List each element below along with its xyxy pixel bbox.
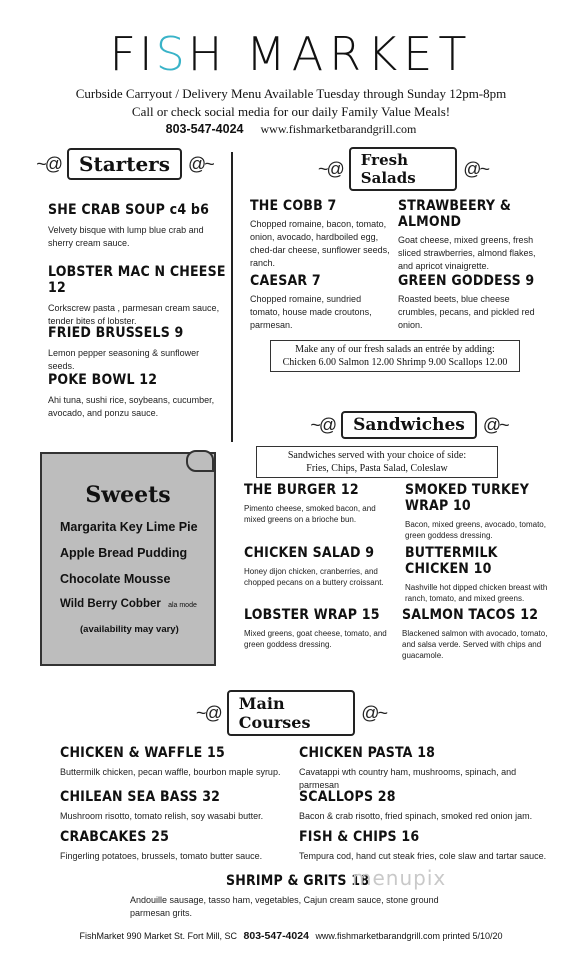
scroll-ornament-icon: ~@ xyxy=(196,702,221,723)
main-item xyxy=(60,789,290,823)
addon-intro: Make any of our fresh salads an entrée by adding: xyxy=(295,344,495,355)
scroll-ornament-icon: @~ xyxy=(361,702,386,723)
item-name: CHICKEN PASTA 18 xyxy=(299,745,436,761)
item-name: CRABCAKES 25 xyxy=(60,829,170,845)
item-description: Tempura cod, hand cut steak fries, cole slaw and tartar sauce. xyxy=(299,851,547,861)
item-description: Bacon & crab risotto, fried spinach, smoked red onion jam. xyxy=(299,811,533,821)
item-name: FISH & CHIPS 16 xyxy=(299,829,420,845)
item-description: Ahi tuna, sushi rice, soybeans, cucumber, avocado, and ponzu sauce. xyxy=(48,395,215,418)
salad-addon-box xyxy=(270,340,520,372)
item-description: Pimento cheese, smoked bacon, and mixed greens on a brioche bun. xyxy=(244,504,376,524)
starter-item xyxy=(48,202,228,250)
scroll-curl-decoration xyxy=(186,450,214,472)
starter-item xyxy=(48,372,228,420)
service-tagline: Curbside Carryout / Delivery Menu Available Tuesday through Sunday 12pm-8pm xyxy=(75,86,507,101)
starter-item xyxy=(48,325,228,373)
salads-heading xyxy=(318,152,488,186)
main-item xyxy=(60,829,290,863)
salad-item xyxy=(250,273,392,332)
main-item xyxy=(60,745,290,779)
scroll-ornament-icon: ~@ xyxy=(310,414,336,435)
side-intro: Sandwiches served with your choice of side: xyxy=(287,450,467,461)
sweet-item: Apple Bread Pudding xyxy=(60,546,188,560)
starter-item xyxy=(48,264,228,328)
item-description: Chopped romaine, sundried tomato, house made croutons, parmesan. xyxy=(250,294,372,330)
item-name: SCALLOPS 28 xyxy=(299,789,396,805)
item-name: SALMON TACOS 12 xyxy=(402,607,539,623)
item-name: BUTTERMILK CHICKEN 10 xyxy=(405,545,498,577)
salads-title: Fresh Salads xyxy=(349,147,457,191)
item-name: LOBSTER MAC N CHEESE 12 xyxy=(48,264,226,296)
item-name: SHE CRAB SOUP c4 b6 xyxy=(48,202,210,218)
starters-heading xyxy=(22,147,227,181)
scroll-ornament-icon: ~@ xyxy=(318,158,343,179)
item-name: CHICKEN SALAD 9 xyxy=(244,545,375,561)
sandwich-item xyxy=(405,482,555,541)
item-description: Roasted beets, blue cheese crumbles, pecans, and pickled red onion. xyxy=(398,294,535,330)
footer-website[interactable]: www.fishmarketbarandgrill.com printed 5/10/20 xyxy=(315,931,503,941)
item-description: Bacon, mixed greens, avocado, tomato, green goddess dressing. xyxy=(405,520,546,540)
sweet-item: Chocolate Mousse xyxy=(60,572,171,586)
sandwiches-title: Sandwiches xyxy=(341,411,477,439)
item-name: POKE BOWL 12 xyxy=(48,372,158,388)
addon-prices: Chicken 6.00 Salmon 12.00 Shrimp 9.00 Scallops 12.00 xyxy=(282,357,508,368)
item-name: GREEN GODDESS 9 xyxy=(398,273,535,289)
logo-market-text: MARKET xyxy=(246,27,473,81)
item-name: CHICKEN & WAFFLE 15 xyxy=(60,745,225,761)
item-description: Andouille sausage, tasso ham, vegetables, Cajun cream sauce, stone ground parmesan grits. xyxy=(130,895,439,918)
logo-fish-text: FISH xyxy=(109,27,226,81)
item-name: CHILEAN SEA BASS 32 xyxy=(60,789,221,805)
item-description: Fingerling potatoes, brussels, tomato butter sauce. xyxy=(60,851,263,861)
mains-title: Main Courses xyxy=(227,690,355,736)
sweets-panel xyxy=(40,452,216,666)
scroll-ornament-icon: @~ xyxy=(463,158,488,179)
item-name: CAESAR 7 xyxy=(250,273,321,289)
column-divider xyxy=(231,152,233,442)
starters-title: Starters xyxy=(67,148,182,180)
salad-item xyxy=(250,198,392,270)
sweet-note: ala mode xyxy=(168,602,197,609)
item-description: Velvety bisque with lump blue crab and sherry cream sauce. xyxy=(48,225,204,248)
item-description: Nashville hot dipped chicken breast with ranch, tomato, and mixed greens. xyxy=(405,583,548,603)
sandwich-item xyxy=(405,545,555,604)
footer xyxy=(0,930,582,942)
main-item xyxy=(299,829,549,863)
item-name: THE BURGER 12 xyxy=(244,482,359,498)
main-item xyxy=(299,789,549,823)
item-description: Blackened salmon with avocado, tomato, and salsa verde. Served with chips and guacamole. xyxy=(402,629,548,660)
item-name: FRIED BRUSSELS 9 xyxy=(48,325,184,341)
item-name: STRAWBEERY & ALMOND xyxy=(398,198,512,230)
mains-heading xyxy=(196,696,386,730)
item-description: Mixed greens, goat cheese, tomato, and green goddess dressing. xyxy=(244,629,387,649)
restaurant-logo xyxy=(0,28,582,80)
sweet-item xyxy=(60,598,214,610)
sandwich-item xyxy=(244,482,394,525)
sweet-item: Margarita Key Lime Pie xyxy=(60,520,198,534)
sandwiches-heading xyxy=(310,408,508,442)
family-meal-note: Call or check social media for our daily Family Value Meals! xyxy=(131,104,451,119)
sweets-title: Sweets xyxy=(85,482,171,508)
footer-phone[interactable]: 803-547-4024 xyxy=(243,930,309,942)
availability-note: (availability may vary) xyxy=(80,624,179,635)
footer-address: FishMarket 990 Market St. Fort Mill, SC xyxy=(79,931,238,941)
salad-item xyxy=(398,273,546,332)
phone-number[interactable]: 803-547-4024 xyxy=(165,122,244,136)
sandwich-item xyxy=(244,607,394,650)
side-options: Fries, Chips, Pasta Salad, Coleslaw xyxy=(306,463,448,474)
sandwich-item xyxy=(402,607,552,661)
sweet-name: Wild Berry Cobber xyxy=(60,598,161,610)
item-description: Corkscrew pasta , parmesan cream sauce, tender bites of lobster. xyxy=(48,303,220,326)
menupix-watermark: menupix xyxy=(352,866,447,890)
website-link[interactable]: www.fishmarketbarandgrill.com xyxy=(260,122,417,136)
scroll-ornament-icon: @~ xyxy=(482,414,508,435)
scroll-ornament-icon: @~ xyxy=(187,153,213,174)
sandwich-item xyxy=(244,545,394,588)
main-item xyxy=(299,745,549,792)
item-description: Buttermilk chicken, pecan waffle, bourbon maple syrup. xyxy=(60,767,281,777)
scroll-ornament-icon: ~@ xyxy=(36,153,62,174)
item-description: Honey dijon chicken, cranberries, and chopped pecans on a buttery croissant. xyxy=(244,567,384,587)
item-description: Mushroom risotto, tomato relish, soy wasabi butter. xyxy=(60,811,264,821)
item-description: Cavatappi wth country ham, mushrooms, spinach, and parmesan xyxy=(299,767,517,790)
item-description: Lemon pepper seasoning & sunflower seeds. xyxy=(48,348,200,371)
item-name: SHRIMP & GRITS 18 xyxy=(226,873,370,889)
item-name: LOBSTER WRAP 15 xyxy=(244,607,380,623)
item-description: Chopped romaine, bacon, tomato, onion, avocado, hardboiled egg, ched-dar cheese, sunflower seeds, ranch. xyxy=(250,219,390,268)
item-name: SMOKED TURKEY WRAP 10 xyxy=(405,482,530,514)
item-description: Goat cheese, mixed greens, fresh sliced strawberries, almond flakes, and apricot vinaigrette. xyxy=(398,235,536,271)
contact-line xyxy=(0,122,582,137)
item-name: THE COBB 7 xyxy=(250,198,337,214)
sandwich-side-box xyxy=(256,446,498,478)
salad-item xyxy=(398,198,546,273)
